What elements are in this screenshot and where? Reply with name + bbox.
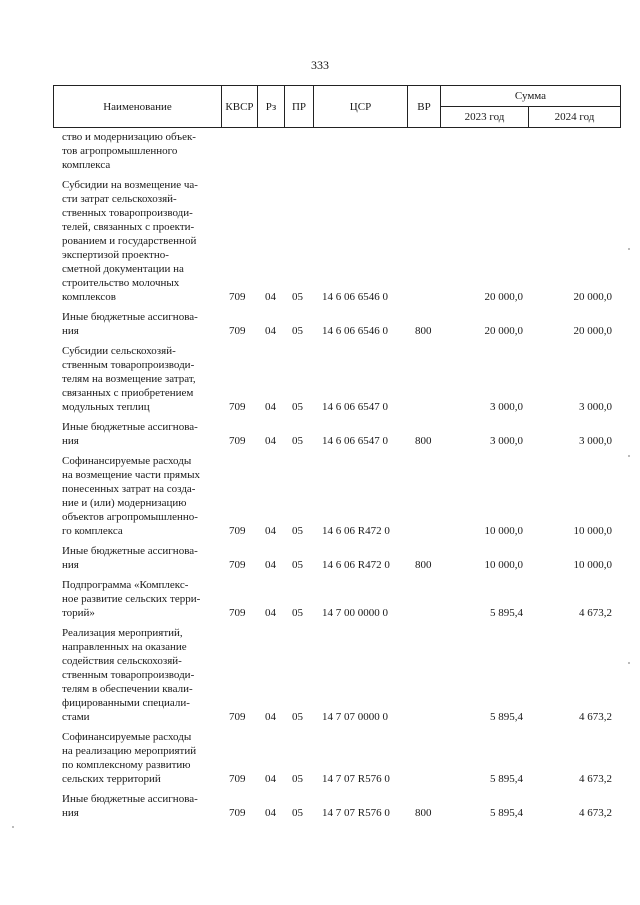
row-name: Иные бюджетные ассигнова- ния <box>62 793 198 819</box>
row-pr: 05 <box>292 291 303 303</box>
row-sum-2024: 20 000,0 <box>573 325 612 337</box>
table-row <box>0 130 640 172</box>
row-sum-2023: 5 895,4 <box>490 773 523 785</box>
row-name: Иные бюджетные ассигнова- ния <box>62 311 198 337</box>
row-sum-2024: 10 000,0 <box>573 559 612 571</box>
row-pr: 05 <box>292 525 303 537</box>
row-rz: 04 <box>265 807 276 819</box>
row-kvsr: 709 <box>229 401 246 413</box>
row-sum-2023: 10 000,0 <box>484 525 523 537</box>
row-sum-2023: 3 000,0 <box>490 401 523 413</box>
row-csr: 14 7 07 0000 0 <box>322 711 388 723</box>
row-pr: 05 <box>292 711 303 723</box>
row-rz: 04 <box>265 435 276 447</box>
row-name: Иные бюджетные ассигнова- ния <box>62 421 198 447</box>
row-csr: 14 7 07 R576 0 <box>322 773 390 785</box>
row-rz: 04 <box>265 559 276 571</box>
scan-speck <box>12 826 14 828</box>
row-sum-2024: 10 000,0 <box>573 525 612 537</box>
header-csr: ЦСР <box>314 86 408 128</box>
row-rz: 04 <box>265 525 276 537</box>
row-csr: 14 6 06 R472 0 <box>322 559 390 571</box>
header-year-2023: 2023 год <box>441 107 529 128</box>
row-sum-2024: 4 673,2 <box>579 807 612 819</box>
row-csr: 14 7 07 R576 0 <box>322 807 390 819</box>
row-csr: 14 6 06 R472 0 <box>322 525 390 537</box>
header-sum: Сумма <box>441 86 621 107</box>
row-vr: 800 <box>415 807 432 819</box>
row-pr: 05 <box>292 435 303 447</box>
row-name: Софинансируемые расходы на реализацию мероприятий по комплексному развитию сельских территорий <box>62 731 197 785</box>
row-name: Субсидии сельскохозяй- ственным товаропроизводи- телям на возмещение затрат, связанных с приобретением модульных теплиц <box>62 345 196 413</box>
table-row <box>0 792 640 820</box>
row-sum-2023: 10 000,0 <box>484 559 523 571</box>
row-sum-2023: 5 895,4 <box>490 807 523 819</box>
row-name: Подпрограмма «Комплекс- ное развитие сельских терри- торий» <box>62 579 201 619</box>
table-row <box>0 344 640 414</box>
row-pr: 05 <box>292 773 303 785</box>
table-body <box>0 130 640 826</box>
row-sum-2024: 3 000,0 <box>579 401 612 413</box>
header-pr: ПР <box>285 86 314 128</box>
row-rz: 04 <box>265 607 276 619</box>
row-pr: 05 <box>292 559 303 571</box>
header-vr: ВР <box>408 86 441 128</box>
row-pr: 05 <box>292 607 303 619</box>
table-row <box>0 420 640 448</box>
row-sum-2024: 20 000,0 <box>573 291 612 303</box>
row-kvsr: 709 <box>229 325 246 337</box>
row-kvsr: 709 <box>229 559 246 571</box>
scan-speck <box>628 248 630 250</box>
table-row <box>0 626 640 724</box>
row-name: Софинансируемые расходы на возмещение части прямых понесенных затрат на созда- ние и (или) модернизацию объектов агропромышленно- го комплекса <box>62 455 200 537</box>
row-kvsr: 709 <box>229 607 246 619</box>
row-csr: 14 6 06 6547 0 <box>322 435 388 447</box>
scan-speck <box>628 662 630 664</box>
row-sum-2024: 3 000,0 <box>579 435 612 447</box>
table-row <box>0 178 640 304</box>
table-row <box>0 544 640 572</box>
row-name: ство и модернизацию объек- тов агропромышленного комплекса <box>62 131 196 171</box>
page-number: 333 <box>311 58 329 72</box>
row-kvsr: 709 <box>229 525 246 537</box>
row-sum-2023: 5 895,4 <box>490 607 523 619</box>
row-csr: 14 6 06 6547 0 <box>322 401 388 413</box>
table-header <box>53 85 621 128</box>
table-row <box>0 578 640 620</box>
row-csr: 14 6 06 6546 0 <box>322 325 388 337</box>
header-name: Наименование <box>54 86 222 128</box>
row-sum-2024: 4 673,2 <box>579 711 612 723</box>
row-sum-2023: 3 000,0 <box>490 435 523 447</box>
row-rz: 04 <box>265 773 276 785</box>
row-pr: 05 <box>292 325 303 337</box>
scan-speck <box>628 455 630 457</box>
row-pr: 05 <box>292 807 303 819</box>
row-csr: 14 7 00 0000 0 <box>322 607 388 619</box>
row-vr: 800 <box>415 559 432 571</box>
row-rz: 04 <box>265 325 276 337</box>
row-vr: 800 <box>415 435 432 447</box>
row-sum-2024: 4 673,2 <box>579 773 612 785</box>
row-pr: 05 <box>292 401 303 413</box>
header-year-2024: 2024 год <box>529 107 621 128</box>
row-name: Иные бюджетные ассигнова- ния <box>62 545 198 571</box>
row-sum-2023: 5 895,4 <box>490 711 523 723</box>
row-sum-2024: 4 673,2 <box>579 607 612 619</box>
table-row <box>0 454 640 538</box>
row-rz: 04 <box>265 711 276 723</box>
table-row <box>0 730 640 786</box>
row-sum-2023: 20 000,0 <box>484 291 523 303</box>
row-kvsr: 709 <box>229 435 246 447</box>
row-kvsr: 709 <box>229 291 246 303</box>
row-rz: 04 <box>265 291 276 303</box>
header-kvsr: КВСР <box>222 86 258 128</box>
table-row <box>0 310 640 338</box>
row-kvsr: 709 <box>229 807 246 819</box>
row-name: Реализация мероприятий, направленных на оказание содействия сельскохозяй- ственным товаропроизводи- телям в обеспечении квали- фицированными специали- стами <box>62 627 195 723</box>
row-name: Субсидии на возмещение ча- сти затрат сельскохозяй- ственных товаропроизводи- телей, связанных с проекти- рованием и государственной экспертизой проектно- сметной документации на строительство молочных комплексов <box>62 179 198 303</box>
row-sum-2023: 20 000,0 <box>484 325 523 337</box>
row-vr: 800 <box>415 325 432 337</box>
header-rz: Рз <box>258 86 285 128</box>
row-kvsr: 709 <box>229 773 246 785</box>
row-kvsr: 709 <box>229 711 246 723</box>
row-rz: 04 <box>265 401 276 413</box>
row-csr: 14 6 06 6546 0 <box>322 291 388 303</box>
